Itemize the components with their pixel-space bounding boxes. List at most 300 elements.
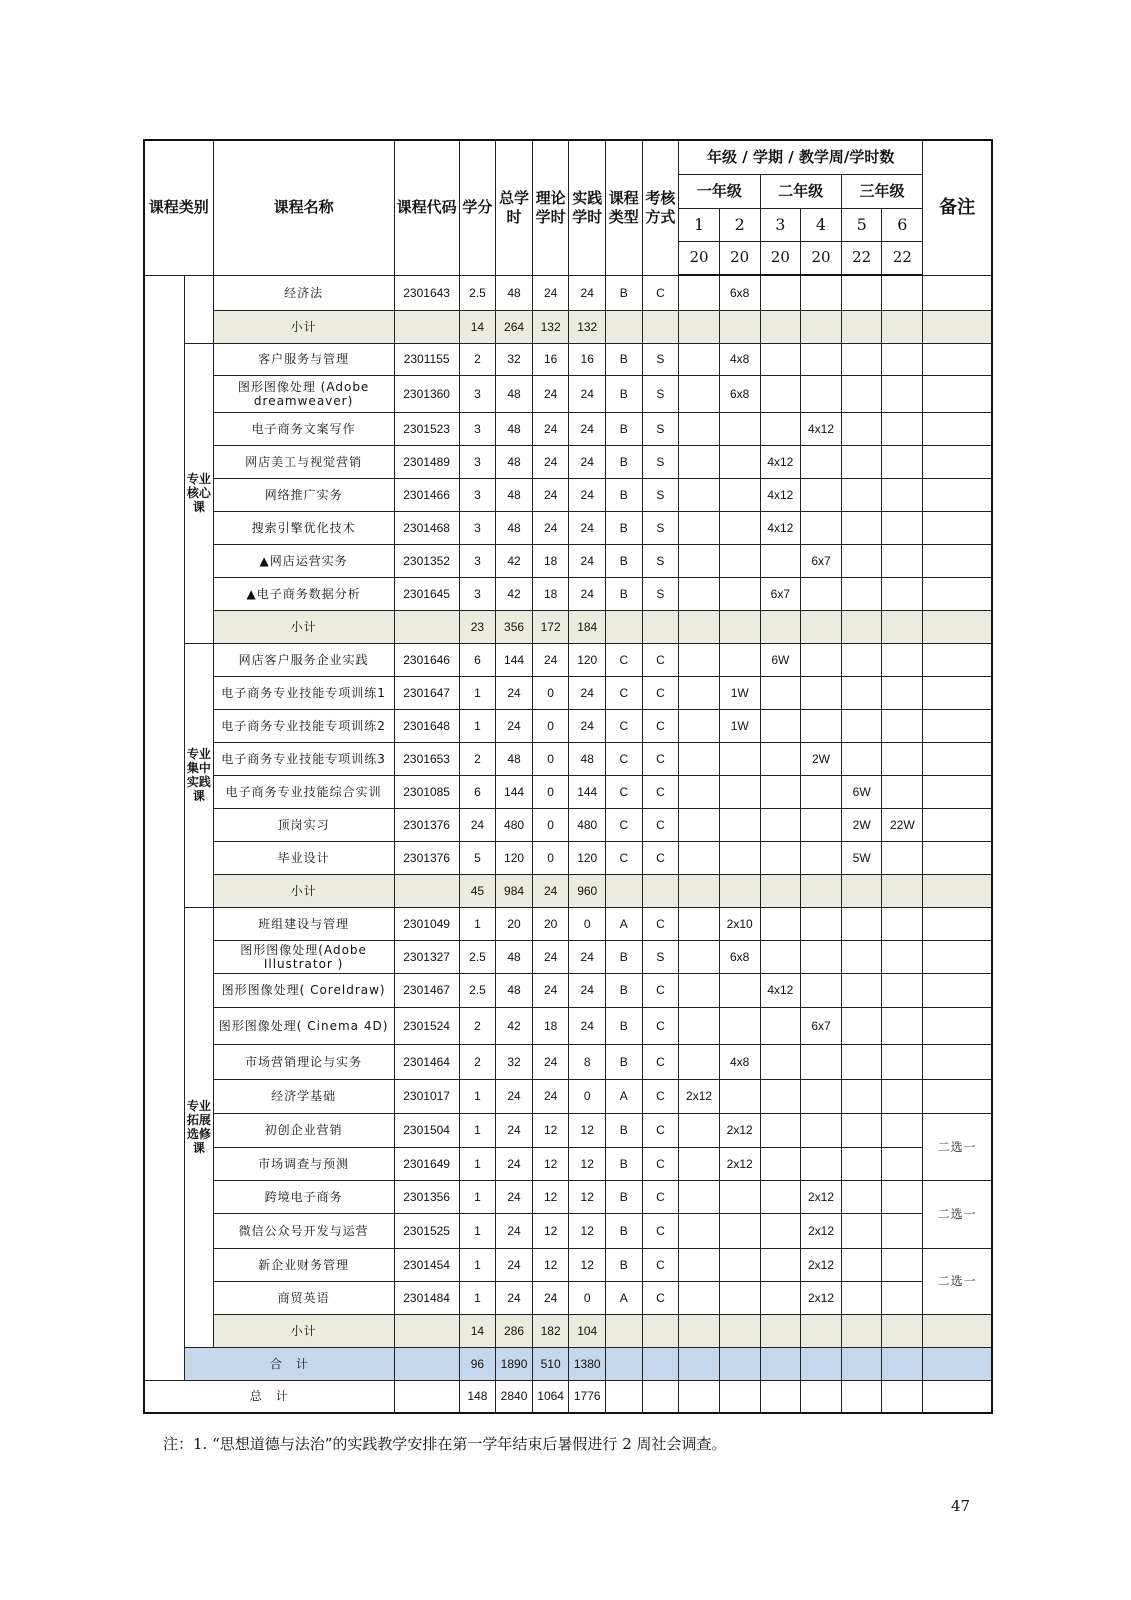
- theory-hours-cell: 24: [532, 511, 569, 544]
- total-hours-cell: 42: [496, 577, 533, 610]
- total-hours-cell: 144: [496, 643, 533, 676]
- total-hours-cell: 144: [496, 775, 533, 808]
- course-type-cell: B: [606, 412, 643, 445]
- theory-hours-cell: 0: [532, 775, 569, 808]
- course-code: 2301525: [394, 1213, 459, 1248]
- course-type-cell: B: [606, 1113, 643, 1147]
- theory-hours-cell: 1064: [532, 1380, 569, 1413]
- subtotal-row: [144, 1314, 992, 1347]
- remark-cell: [923, 478, 992, 511]
- grand-total-row: [144, 1380, 992, 1413]
- semester-cell: [882, 874, 923, 907]
- header-schedule-title: 年级 / 学期 / 教学周/学时数: [679, 140, 923, 174]
- semester-cell: [760, 412, 801, 445]
- semester-cell: [882, 973, 923, 1007]
- curriculum-table: [143, 139, 993, 1414]
- practice-hours-cell: 24: [569, 445, 606, 478]
- total-hours-cell: 24: [496, 1248, 533, 1281]
- total-hours-cell: 42: [496, 1007, 533, 1044]
- assessment-cell: C: [642, 1281, 679, 1314]
- table-row: [144, 1113, 992, 1147]
- practice-hours-cell: 24: [569, 1007, 606, 1044]
- course-type-cell: [606, 1314, 643, 1347]
- credit-cell: 3: [459, 478, 496, 511]
- semester-cell: [841, 709, 882, 742]
- table-row: [144, 643, 992, 676]
- practice-hours-cell: 8: [569, 1044, 606, 1079]
- course-type-cell: B: [606, 275, 643, 310]
- assessment-cell: C: [642, 643, 679, 676]
- course-type-cell: B: [606, 478, 643, 511]
- semester-cell: [719, 511, 760, 544]
- remark-cell: [923, 577, 992, 610]
- course-name: ▲网店运营实务: [213, 544, 394, 577]
- practice-hours-cell: 12: [569, 1180, 606, 1213]
- table-row: [144, 973, 992, 1007]
- practice-hours-cell: 24: [569, 478, 606, 511]
- semester-cell: [679, 907, 720, 940]
- semester-cell: [801, 1314, 842, 1347]
- semester-cell: [679, 511, 720, 544]
- course-name: 跨境电子商务: [213, 1180, 394, 1213]
- course-type-cell: [606, 1347, 643, 1380]
- semester-cell: [679, 275, 720, 310]
- total-hours-cell: 42: [496, 544, 533, 577]
- semester-cell: 2W: [841, 808, 882, 841]
- semester-cell: [882, 1314, 923, 1347]
- total-hours-cell: 24: [496, 676, 533, 709]
- semester-cell: [882, 841, 923, 874]
- credit-cell: 2: [459, 1044, 496, 1079]
- assessment-cell: C: [642, 907, 679, 940]
- semester-cell: [801, 1113, 842, 1147]
- assessment-cell: [642, 610, 679, 643]
- semester-cell: 2x12: [719, 1147, 760, 1180]
- course-name: 经济法: [213, 275, 394, 310]
- semester-cell: [801, 478, 842, 511]
- credit-cell: 5: [459, 841, 496, 874]
- semester-cell: [760, 1281, 801, 1314]
- semester-cell: [719, 742, 760, 775]
- semester-cell: [679, 1347, 720, 1380]
- semester-cell: [679, 478, 720, 511]
- semester-cell: [841, 1347, 882, 1380]
- theory-hours-cell: 12: [532, 1248, 569, 1281]
- semester-cell: [841, 343, 882, 375]
- theory-hours-cell: 132: [532, 310, 569, 343]
- header-weeks: 22: [882, 241, 923, 275]
- course-code: [394, 610, 459, 643]
- sum-row: [144, 1347, 992, 1380]
- course-code: 2301466: [394, 478, 459, 511]
- semester-cell: [760, 907, 801, 940]
- semester-cell: [882, 1007, 923, 1044]
- course-name: 电子商务专业技能综合实训: [213, 775, 394, 808]
- header-course-name: 课程名称: [213, 140, 394, 275]
- course-name: 微信公众号开发与运营: [213, 1213, 394, 1248]
- total-hours-cell: 48: [496, 478, 533, 511]
- category-label: [185, 275, 213, 343]
- total-hours-cell: 24: [496, 1180, 533, 1213]
- semester-cell: [679, 1314, 720, 1347]
- semester-cell: [801, 1079, 842, 1113]
- table-row: [144, 907, 992, 940]
- header-semester: 3: [760, 208, 801, 241]
- semester-cell: [679, 610, 720, 643]
- theory-hours-cell: 24: [532, 445, 569, 478]
- course-code: [394, 310, 459, 343]
- semester-cell: [719, 973, 760, 1007]
- total-hours-cell: 24: [496, 1213, 533, 1248]
- semester-cell: [719, 1380, 760, 1413]
- theory-hours-cell: 0: [532, 808, 569, 841]
- practice-hours-cell: 24: [569, 709, 606, 742]
- remark-cell: [923, 310, 992, 343]
- course-code: 2301356: [394, 1180, 459, 1213]
- course-code: 2301049: [394, 907, 459, 940]
- theory-hours-cell: 0: [532, 742, 569, 775]
- table-row: [144, 511, 992, 544]
- semester-cell: [760, 1180, 801, 1213]
- semester-cell: [841, 1180, 882, 1213]
- course-type-cell: C: [606, 775, 643, 808]
- practice-hours-cell: 0: [569, 1281, 606, 1314]
- semester-cell: [760, 1147, 801, 1180]
- table-body: [144, 275, 992, 1413]
- semester-cell: [882, 940, 923, 973]
- semester-cell: [719, 1007, 760, 1044]
- header-weeks: 20: [760, 241, 801, 275]
- course-type-cell: C: [606, 676, 643, 709]
- semester-cell: [679, 445, 720, 478]
- semester-cell: [679, 841, 720, 874]
- semester-cell: [841, 511, 882, 544]
- course-code: [394, 874, 459, 907]
- semester-cell: [801, 874, 842, 907]
- practice-hours-cell: 144: [569, 775, 606, 808]
- semester-cell: [719, 1213, 760, 1248]
- theory-hours-cell: 510: [532, 1347, 569, 1380]
- credit-cell: 1: [459, 1079, 496, 1113]
- remark-cell: [923, 445, 992, 478]
- theory-hours-cell: 0: [532, 709, 569, 742]
- semester-cell: [679, 1213, 720, 1248]
- assessment-cell: [642, 1347, 679, 1380]
- total-hours-cell: 48: [496, 511, 533, 544]
- course-code: 2301643: [394, 275, 459, 310]
- table-row: [144, 940, 992, 973]
- credit-cell: 1: [459, 1147, 496, 1180]
- semester-cell: [719, 610, 760, 643]
- course-type-cell: B: [606, 973, 643, 1007]
- semester-cell: 6W: [841, 775, 882, 808]
- assessment-cell: C: [642, 1248, 679, 1281]
- semester-cell: [841, 1007, 882, 1044]
- course-name: 班组建设与管理: [213, 907, 394, 940]
- course-type-cell: B: [606, 445, 643, 478]
- semester-cell: [679, 874, 720, 907]
- semester-cell: [882, 643, 923, 676]
- theory-hours-cell: 172: [532, 610, 569, 643]
- total-hours-cell: 48: [496, 742, 533, 775]
- remark-cell: [923, 676, 992, 709]
- semester-cell: [801, 577, 842, 610]
- semester-cell: [760, 310, 801, 343]
- semester-cell: [760, 841, 801, 874]
- semester-cell: [882, 610, 923, 643]
- credit-cell: 2.5: [459, 275, 496, 310]
- course-name: 电子商务专业技能专项训练2: [213, 709, 394, 742]
- practice-hours-cell: 24: [569, 676, 606, 709]
- course-code: 2301648: [394, 709, 459, 742]
- semester-cell: [801, 445, 842, 478]
- theory-hours-cell: 24: [532, 478, 569, 511]
- course-code: 2301464: [394, 1044, 459, 1079]
- table-row: [144, 412, 992, 445]
- semester-cell: [841, 874, 882, 907]
- sum-label: 合 计: [185, 1347, 394, 1380]
- practice-hours-cell: 480: [569, 808, 606, 841]
- course-code: 2301649: [394, 1147, 459, 1180]
- header-weeks: 20: [719, 241, 760, 275]
- course-type-cell: A: [606, 907, 643, 940]
- semester-cell: [882, 478, 923, 511]
- assessment-cell: C: [642, 709, 679, 742]
- theory-hours-cell: 0: [532, 676, 569, 709]
- semester-cell: [760, 709, 801, 742]
- semester-cell: 6x7: [760, 577, 801, 610]
- assessment-cell: S: [642, 478, 679, 511]
- table-row: [144, 375, 992, 412]
- theory-hours-cell: 0: [532, 841, 569, 874]
- course-code: 2301524: [394, 1007, 459, 1044]
- semester-cell: [801, 1380, 842, 1413]
- semester-cell: [882, 511, 923, 544]
- semester-cell: [760, 1044, 801, 1079]
- semester-cell: [679, 643, 720, 676]
- grand-total-label: 总 计: [144, 1380, 394, 1413]
- semester-cell: [801, 1147, 842, 1180]
- total-hours-cell: 20: [496, 907, 533, 940]
- category-outer-cell: [144, 275, 185, 1380]
- assessment-cell: C: [642, 1113, 679, 1147]
- theory-hours-cell: 20: [532, 907, 569, 940]
- assessment-cell: C: [642, 1079, 679, 1113]
- course-name: 经济学基础: [213, 1079, 394, 1113]
- semester-cell: [882, 445, 923, 478]
- assessment-cell: S: [642, 544, 679, 577]
- course-code: 2301646: [394, 643, 459, 676]
- semester-cell: [760, 1347, 801, 1380]
- header-assessment: 考核方式: [642, 140, 679, 275]
- semester-cell: [801, 973, 842, 1007]
- course-code: 2301376: [394, 841, 459, 874]
- semester-cell: [719, 808, 760, 841]
- credit-cell: 24: [459, 808, 496, 841]
- practice-hours-cell: 12: [569, 1147, 606, 1180]
- credit-cell: 45: [459, 874, 496, 907]
- course-type-cell: B: [606, 1248, 643, 1281]
- footnote: 注：1. “思想道德与法治”的实践教学安排在第一学年结束后暑假进行 2 周社会调查。: [163, 1435, 727, 1453]
- assessment-cell: S: [642, 412, 679, 445]
- semester-cell: 4x12: [801, 412, 842, 445]
- semester-cell: [679, 940, 720, 973]
- semester-cell: [882, 275, 923, 310]
- table-row: [144, 478, 992, 511]
- semester-cell: [679, 1007, 720, 1044]
- course-type-cell: B: [606, 940, 643, 973]
- semester-cell: [679, 1380, 720, 1413]
- assessment-cell: C: [642, 742, 679, 775]
- assessment-cell: C: [642, 1213, 679, 1248]
- assessment-cell: S: [642, 445, 679, 478]
- semester-cell: [679, 709, 720, 742]
- semester-cell: [882, 1248, 923, 1281]
- theory-hours-cell: 12: [532, 1147, 569, 1180]
- table-row: [144, 544, 992, 577]
- course-code: 2301523: [394, 412, 459, 445]
- remark-cell: [923, 544, 992, 577]
- semester-cell: [801, 275, 842, 310]
- course-type-cell: A: [606, 1079, 643, 1113]
- semester-cell: [882, 775, 923, 808]
- total-hours-cell: 48: [496, 412, 533, 445]
- credit-cell: 23: [459, 610, 496, 643]
- course-type-cell: [606, 310, 643, 343]
- semester-cell: [841, 973, 882, 1007]
- remark-cell: [923, 1380, 992, 1413]
- credit-cell: 6: [459, 643, 496, 676]
- semester-cell: [882, 375, 923, 412]
- course-type-cell: C: [606, 841, 643, 874]
- assessment-cell: C: [642, 973, 679, 1007]
- course-code: 2301645: [394, 577, 459, 610]
- semester-cell: [679, 1044, 720, 1079]
- semester-cell: [719, 1079, 760, 1113]
- theory-hours-cell: 24: [532, 375, 569, 412]
- assessment-cell: C: [642, 1180, 679, 1213]
- header-course-code: 课程代码: [394, 140, 459, 275]
- credit-cell: 2.5: [459, 973, 496, 1007]
- total-hours-cell: 48: [496, 445, 533, 478]
- course-code: 2301360: [394, 375, 459, 412]
- semester-cell: [801, 1044, 842, 1079]
- semester-cell: 4x12: [760, 511, 801, 544]
- semester-cell: [882, 1147, 923, 1180]
- semester-cell: [760, 1007, 801, 1044]
- credit-cell: 96: [459, 1347, 496, 1380]
- course-type-cell: C: [606, 709, 643, 742]
- remark-cell: [923, 643, 992, 676]
- header-course-type: 课程类型: [606, 140, 643, 275]
- assessment-cell: C: [642, 676, 679, 709]
- semester-cell: [801, 343, 842, 375]
- total-hours-cell: 48: [496, 275, 533, 310]
- credit-cell: 1: [459, 1180, 496, 1213]
- remark-cell: [923, 973, 992, 1007]
- semester-cell: [719, 643, 760, 676]
- semester-cell: [841, 577, 882, 610]
- semester-cell: [801, 940, 842, 973]
- semester-cell: [679, 310, 720, 343]
- table-row: [144, 1007, 992, 1044]
- category-label: 专业拓展选修课: [185, 907, 213, 1347]
- semester-cell: [801, 676, 842, 709]
- practice-hours-cell: 12: [569, 1213, 606, 1248]
- course-code: 2301647: [394, 676, 459, 709]
- course-type-cell: C: [606, 808, 643, 841]
- course-name: 商贸英语: [213, 1281, 394, 1314]
- course-type-cell: B: [606, 1180, 643, 1213]
- practice-hours-cell: 104: [569, 1314, 606, 1347]
- course-type-cell: B: [606, 544, 643, 577]
- course-type-cell: B: [606, 1147, 643, 1180]
- course-type-cell: B: [606, 1044, 643, 1079]
- remark-cell: [923, 874, 992, 907]
- course-type-cell: B: [606, 1007, 643, 1044]
- semester-cell: [882, 709, 923, 742]
- semester-cell: 6x8: [719, 275, 760, 310]
- semester-cell: 2W: [801, 742, 842, 775]
- total-hours-cell: 2840: [496, 1380, 533, 1413]
- semester-cell: 2x12: [801, 1248, 842, 1281]
- practice-hours-cell: 120: [569, 643, 606, 676]
- theory-hours-cell: 24: [532, 874, 569, 907]
- semester-cell: [841, 310, 882, 343]
- table-row: [144, 841, 992, 874]
- assessment-cell: [642, 874, 679, 907]
- total-hours-cell: 24: [496, 1281, 533, 1314]
- credit-cell: 3: [459, 445, 496, 478]
- semester-cell: [760, 275, 801, 310]
- theory-hours-cell: 18: [532, 1007, 569, 1044]
- credit-cell: 3: [459, 577, 496, 610]
- table-row: [144, 1079, 992, 1113]
- semester-cell: 4x12: [760, 973, 801, 1007]
- semester-cell: [841, 275, 882, 310]
- course-code: 2301352: [394, 544, 459, 577]
- header-semester: 4: [801, 208, 842, 241]
- header-grade-1: 一年级: [679, 174, 760, 208]
- semester-cell: [801, 511, 842, 544]
- course-code: 2301017: [394, 1079, 459, 1113]
- table-row: [144, 775, 992, 808]
- practice-hours-cell: 12: [569, 1248, 606, 1281]
- remark-cell: 二选一: [923, 1248, 992, 1314]
- semester-cell: [679, 1113, 720, 1147]
- remark-cell: [923, 275, 992, 310]
- semester-cell: [679, 1281, 720, 1314]
- subtotal-label: 小计: [213, 310, 394, 343]
- semester-cell: [760, 1380, 801, 1413]
- semester-cell: [882, 343, 923, 375]
- course-name: 市场营销理论与实务: [213, 1044, 394, 1079]
- semester-cell: 2x12: [719, 1113, 760, 1147]
- practice-hours-cell: 48: [569, 742, 606, 775]
- credit-cell: 2: [459, 742, 496, 775]
- semester-cell: [882, 907, 923, 940]
- theory-hours-cell: 18: [532, 577, 569, 610]
- semester-cell: [882, 577, 923, 610]
- semester-cell: [719, 577, 760, 610]
- credit-cell: 3: [459, 511, 496, 544]
- semester-cell: [801, 643, 842, 676]
- theory-hours-cell: 24: [532, 412, 569, 445]
- course-code: [394, 1347, 459, 1380]
- remark-cell: [923, 610, 992, 643]
- table-row: [144, 709, 992, 742]
- remark-cell: [923, 1314, 992, 1347]
